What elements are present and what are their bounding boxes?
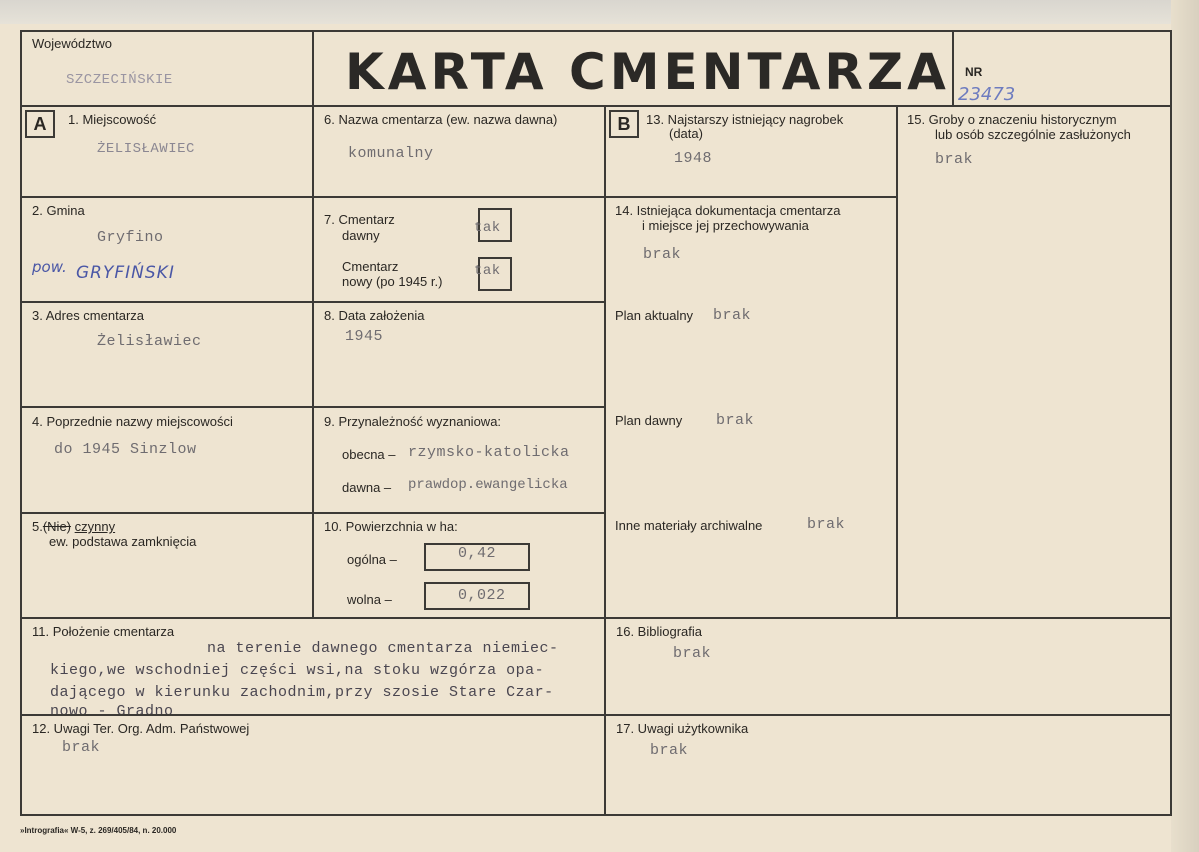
right-edge (1171, 0, 1199, 852)
field-3-value: Żelisławiec (97, 333, 202, 350)
field-5-czynny: czynny (74, 519, 116, 534)
wojewodztwo-label: Województwo (32, 36, 112, 51)
field-9-obecna-label: obecna – (342, 447, 396, 462)
field-1-label: 1. Miejscowość (68, 112, 157, 127)
field-9-label: 9. Przynależność wyznaniowa: (324, 414, 502, 429)
field-12-value: brak (62, 739, 101, 756)
field-16-value: brak (673, 645, 712, 662)
field-6-label: 6. Nazwa cmentarza (ew. nazwa dawna) (324, 112, 558, 127)
field-13-value: 1948 (674, 150, 713, 167)
field-4-value: do 1945 Sinzlow (54, 441, 197, 458)
plan-dawny-value: brak (716, 412, 755, 429)
field-7-dawny-value: tak (474, 220, 501, 236)
field-2-pow-prefix: pow. (32, 258, 67, 276)
field-1-value: ŻELISŁAWIEC (97, 141, 195, 157)
inne-materialy-label: Inne materiały archiwalne (615, 518, 763, 533)
field-10-label: 10. Powierzchnia w ha: (324, 519, 458, 534)
field-14-value: brak (643, 246, 682, 263)
field-10-ogolna-label: ogólna – (347, 552, 397, 567)
field-7-nowy-value: tak (474, 263, 501, 279)
field-5-label2: ew. podstawa zamknięcia (49, 534, 197, 549)
nr-label: NR (965, 65, 983, 79)
field-9-obecna-value: rzymsko-katolicka (408, 444, 570, 461)
field-2-label: 2. Gmina (32, 203, 85, 218)
wojewodztwo-value: SZCZECIŃSKIE (66, 72, 173, 88)
field-12-label: 12. Uwagi Ter. Org. Adm. Państwowej (32, 721, 250, 736)
field-8-label: 8. Data założenia (324, 308, 425, 323)
top-edge (0, 0, 1199, 24)
field-15-label1: 15. Groby o znaczeniu historycznym (907, 112, 1117, 127)
section-b-box: B (609, 110, 639, 138)
field-5-nie: (Nie) (42, 519, 72, 534)
field-10-wolna-label: wolna – (347, 592, 392, 607)
field-9-dawna-value: prawdop.ewangelicka (408, 477, 568, 493)
field-9-dawna-label: dawna – (342, 480, 392, 495)
field-2-pow-value: GRYFIŃSKI (76, 263, 175, 283)
field-11-label: 11. Położenie cmentarza (32, 624, 175, 639)
field-3-label: 3. Adres cmentarza (32, 308, 144, 323)
field-14-label1: 14. Istniejąca dokumentacja cmentarza (615, 203, 841, 218)
field-11-line-3: dającego w kierunku zachodnim,przy szosie Stare Czar- (50, 684, 554, 701)
field-10-ogolna-value: 0,42 (458, 545, 497, 562)
field-8-value: 1945 (345, 328, 384, 345)
section-a-box: A (25, 110, 55, 138)
field-7-label: 7. Cmentarz (324, 212, 395, 227)
field-13-label1: 13. Najstarszy istniejący nagrobek (646, 112, 844, 127)
field-11-line-2: kiego,we wschodniej części wsi,na stoku wzgórza opa- (50, 662, 545, 679)
plan-dawny-label: Plan dawny (615, 413, 683, 428)
field-4-label: 4. Poprzednie nazwy miejscowości (32, 414, 233, 429)
field-2-value: Gryfino (97, 229, 164, 246)
field-17-value: brak (650, 742, 689, 759)
field-17-label: 17. Uwagi użytkownika (616, 721, 749, 736)
field-7-nowy-label2: nowy (po 1945 r.) (342, 274, 443, 289)
field-16-label: 16. Bibliografia (616, 624, 702, 639)
page-title: KARTA CMENTARZA (345, 43, 950, 101)
nr-value: 23473 (958, 84, 1016, 105)
field-15-label2: lub osób szczególnie zasłużonych (935, 127, 1131, 142)
inne-materialy-value: brak (807, 516, 846, 533)
field-7-dawny-label: dawny (342, 228, 380, 243)
field-13-label2: (data) (669, 126, 703, 141)
field-14-label2: i miejsce jej przechowywania (642, 218, 809, 233)
field-15-value: brak (935, 151, 974, 168)
field-11-line-4: nowo - Gradno (50, 703, 174, 714)
field-7-nowy-label1: Cmentarz (342, 259, 399, 274)
field-6-value: komunalny (348, 145, 434, 162)
field-11-line-1: na terenie dawnego cmentarza niemiec- (207, 640, 559, 657)
field-5-label (32, 519, 115, 535)
field-10-wolna-value: 0,022 (458, 587, 506, 604)
printer-footer: »Intrografia« W-5, z. 269/405/84, n. 20.000 (20, 826, 177, 835)
plan-aktualny-value: brak (713, 307, 752, 324)
field-5-num: 5. (32, 519, 43, 534)
plan-aktualny-label: Plan aktualny (615, 308, 694, 323)
